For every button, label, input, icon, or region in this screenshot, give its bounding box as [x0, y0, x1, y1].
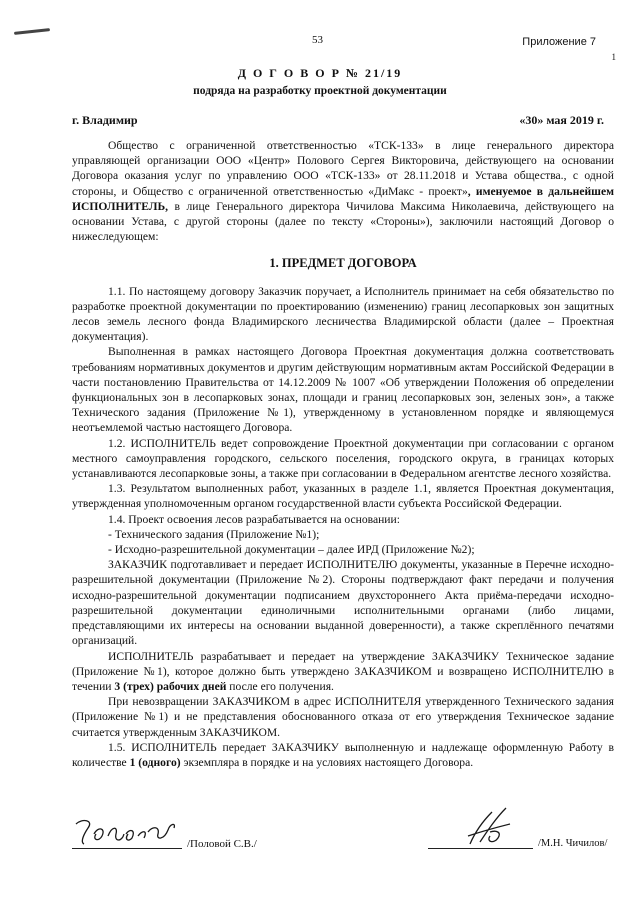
- appendix-label: Приложение 7: [522, 36, 596, 48]
- corner-mark: 1: [611, 52, 616, 62]
- tt-text-a: ИСПОЛНИТЕЛЬ разрабатывает и передает на утверждение ЗАКАЗЧИКУ Техническое задание (Приложение №1), которое должно быть утверждено ЗАКАЗЧИКОМ и возвращено ИСПОЛНИТЕЛЮ в течении: [72, 649, 614, 693]
- c15-text-a: 1.5. ИСПОЛНИТЕЛЬ передает ЗАКАЗЧИКУ выполненную и надлежаще оформленную Работу в количестве: [72, 740, 614, 769]
- document-city: г. Владимир: [72, 113, 138, 127]
- page-number: 53: [312, 34, 323, 46]
- section-heading: 1. ПРЕДМЕТ ДОГОВОРА: [269, 256, 417, 271]
- left-signatory-name: /Половой С.В./: [187, 838, 257, 850]
- document-body: [72, 138, 614, 770]
- c15-text-c: экземпляра в порядке и на условиях настоящего Договора.: [180, 755, 474, 769]
- clause-1-4-transfer: ЗАКАЗЧИК подготавливает и передает ИСПОЛНИТЕЛЮ документы, указанные в Перечне исходно-разрешительной документации (Приложение №2). Стороны подтверждают факт передачи и получения исходно-разрешительной документации подписанием двухстороннего Акта приёма-передачи исходно-разрешительной документации единоличными исполнительными органами (либо лицами, представляющими их интересы на основании выданной доверенности), а также скреплённого печатями организаций.: [72, 558, 614, 648]
- intro-text-a: Общество с ограниченной ответственностью «ТСК-133» в лице генерального директора управляющей организации ООО «Центр» Полового Сергея Викторовича, действующего на основании Договора оказания услуг по управлению ООО «ТСК-133» от 28.11.2018 и Устава общества., с одной стороны, и Общество с ограниченной ответственностью «ДиМакс - проект»: [72, 139, 614, 198]
- left-signature-handwriting: [72, 812, 182, 852]
- intro-text-d: в лице Генерального директора Чичилова Максима Николаевича, действующего на основании Устава, с другой стороны (далее по тексту «Стороны»), заключили настоящий Договор о нижеследующем:: [72, 199, 614, 244]
- scan-mark: [14, 28, 50, 35]
- tt-text-b: 3 (трех) рабочих дней: [114, 679, 227, 693]
- c15-text-b: 1 (одного): [129, 755, 181, 769]
- right-signature-line: [428, 848, 533, 849]
- clause-1-4-item-1: - Технического задания (Приложение №1);: [108, 527, 320, 541]
- clause-1-4-technical-task: [72, 649, 614, 695]
- clause-1-4-item-2: - Исходно-разрешительной документации – далее ИРД (Приложение №2);: [108, 543, 475, 557]
- clause-1-4-non-return: При невозвращении ЗАКАЗЧИКОМ в адрес ИСПОЛНИТЕЛЯ утвержденного Технического задания (Приложение №1) и не представления обоснованного отказа от его утверждения Техническое задание считается утвержденным ЗАКАЗЧИКОМ.: [72, 695, 614, 739]
- document-title: Д О Г О В О Р № 21/19: [237, 66, 403, 80]
- right-signatory-name: /М.Н. Чичилов/: [538, 838, 608, 849]
- document-date: «30» мая 2019 г.: [519, 113, 604, 127]
- clause-1-5: [72, 740, 614, 770]
- clause-1-4: 1.4. Проект освоения лесов разрабатывается на основании:: [108, 512, 400, 526]
- clause-1-1-requirements: Выполненная в рамках настоящего Договора Проектная документация должна соответствовать требованиям нормативных документов и другим действующим нормативным актам Российской Федерации в части постановлению Правительства от 14.12.2009 № 1007 «Об утверждении Положения об определении функциональных зон в лесопарковых зонах, площади и границ лесопарковых зон, зеленых зон», а также Технического задания (Приложение №1), утвержденному в установленном порядке и являющемуся неотъемлемой частью настоящего Договора.: [72, 345, 614, 435]
- intro-text-b: , именуемое в дальнейшем: [467, 184, 614, 198]
- tt-text-c: после его получения.: [226, 679, 334, 693]
- clause-1-2: 1.2. ИСПОЛНИТЕЛЬ ведет сопровождение Проектной документации при согласовании с органом местного самоуправления городского, сельского поселения, городского округа, в границах которых устанавливаются лесопарковые зоны, а также при согласовании в Федеральном агентстве лесного хозяйства.: [72, 436, 614, 481]
- right-signature-handwriting: [440, 802, 530, 852]
- document-subtitle: подряда на разработку проектной документации: [193, 85, 447, 97]
- signature-block: [0, 812, 640, 872]
- clause-1-3: 1.3. Результатом выполненных работ, указанных в разделе 1.1, является Проектная документация, утвержденная уполномоченным органом государственной власти субъекта Российской Федерации.: [72, 482, 614, 511]
- intro-paragraph: [72, 138, 614, 244]
- left-signature-line: [72, 848, 182, 849]
- clause-1-1: 1.1. По настоящему договору Заказчик поручает, а Исполнитель принимает на себя обязательство по разработке проектной документации по проектированию (изменению) границ лесопарковых зон защитных лесов земель лесного фонда Владимирского лесничества Владимирской области (далее – Проектная документация).: [72, 284, 614, 344]
- intro-text-c: ИСПОЛНИТЕЛЬ,: [72, 199, 169, 213]
